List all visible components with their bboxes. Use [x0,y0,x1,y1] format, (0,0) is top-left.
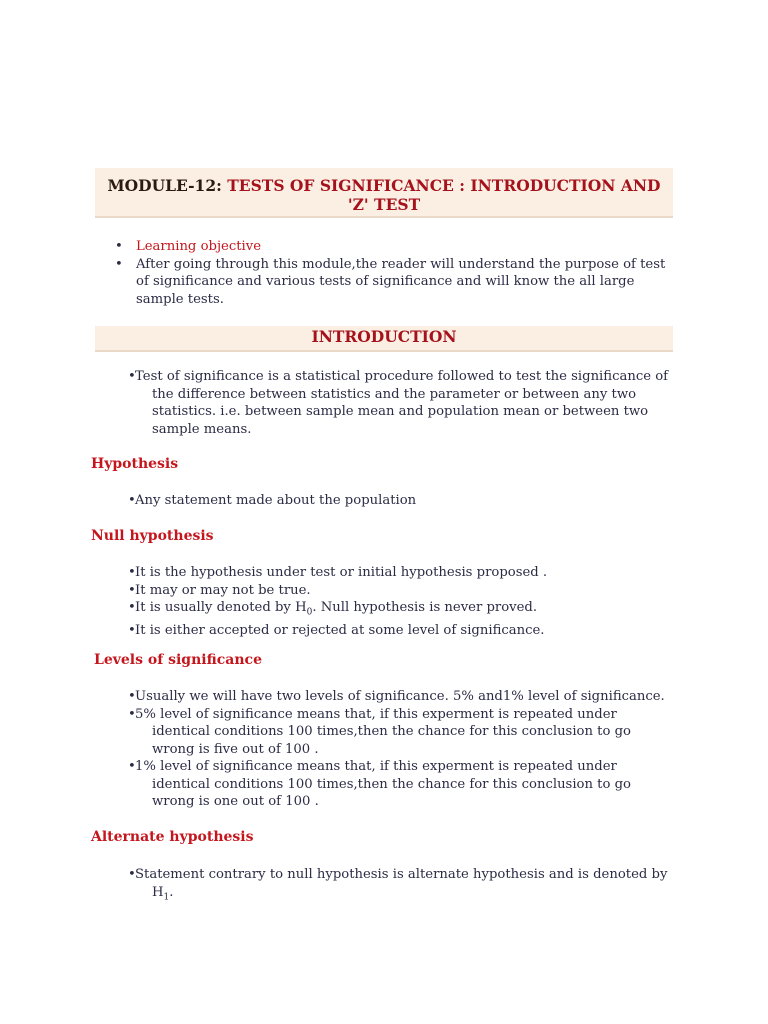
levels-list [128,688,676,811]
bullet-icon: • [128,493,136,508]
list-item [128,599,676,622]
null-item-3-post: . Null hypothesis is never proved. [312,600,538,615]
list-item [115,238,675,256]
alternate-text-pre: Statement contrary to null hypothesis is alternate hypothesis and is denoted by H [135,867,668,900]
hypothesis-list [128,492,676,510]
null-hypothesis-heading: Null hypothesis [91,528,214,544]
module-title-banner [95,168,673,218]
alternate-text-post: . [169,884,174,900]
null-item-2: It may or may not be true. [135,582,311,598]
null-item-4: It is either accepted or rejected at some level of significance. [135,623,545,639]
introduction-heading: INTRODUCTION [95,326,673,352]
list-item [128,564,676,582]
bullet-icon: • [128,706,136,722]
module-title: TESTS OF SIGNIFICANCE : INTRODUCTION AND [227,176,661,195]
hypothesis-heading: Hypothesis [91,456,179,472]
module-number: MODULE-12: [107,176,222,195]
list-item [128,622,676,640]
list-item [128,368,676,438]
alternate-list [128,866,676,907]
bullet-icon: • [128,600,136,615]
hypothesis-text: Any statement made about the population [135,493,417,508]
alternate-hypothesis-heading: Alternate hypothesis [91,829,254,845]
bullet-icon: • [128,369,136,384]
bullet-icon: • [128,759,136,774]
list-item [128,866,676,907]
list-item [128,582,676,600]
levels-item-2: 5% level of significance means that, if this experment is repeated under identical conditions 100 times,then the chance for this conclusion to go wrong is five out of 100 . [135,706,631,757]
levels-heading: Levels of significance [94,652,262,668]
list-item [128,758,676,811]
bullet-icon: • [128,689,136,704]
null-item-3-pre: It is usually denoted by H [135,600,307,615]
levels-item-1: Usually we will have two levels of significance. 5% and1% level of significance. [135,689,665,704]
module-title-line2: 'Z' TEST [347,195,421,214]
null-item-3-sub: 0 [306,607,313,618]
bullet-icon: • [128,623,136,639]
intro-list [128,368,676,438]
objectives-list [115,238,675,308]
list-item [128,492,676,510]
intro-text: Test of significance is a statistical procedure followed to test the significance of the difference between statistics and the parameter or between any two statistics. i.e. between sample mean and population mean or between two sample means. [135,369,669,437]
list-item [128,706,676,759]
objective-text: After going through this module,the reader will understand the purpose of test of significance and various tests of significance and will know the all large sample tests. [136,256,666,307]
null-item-1: It is the hypothesis under test or initial hypothesis proposed . [135,565,548,580]
list-item [115,256,675,309]
bullet-icon: • [115,239,123,254]
alternate-text-sub: 1 [163,892,170,903]
null-hypothesis-list [128,564,676,640]
bullet-icon: • [128,582,136,598]
list-item [128,688,676,706]
bullet-icon: • [115,256,123,272]
bullet-icon: • [128,867,136,882]
levels-item-3: 1% level of significance means that, if this experment is repeated under identical conditions 100 times,then the chance for this conclusion to go wrong is one out of 100 . [135,759,631,809]
bullet-icon: • [128,565,136,580]
learning-objective-label: Learning objective [136,239,261,254]
